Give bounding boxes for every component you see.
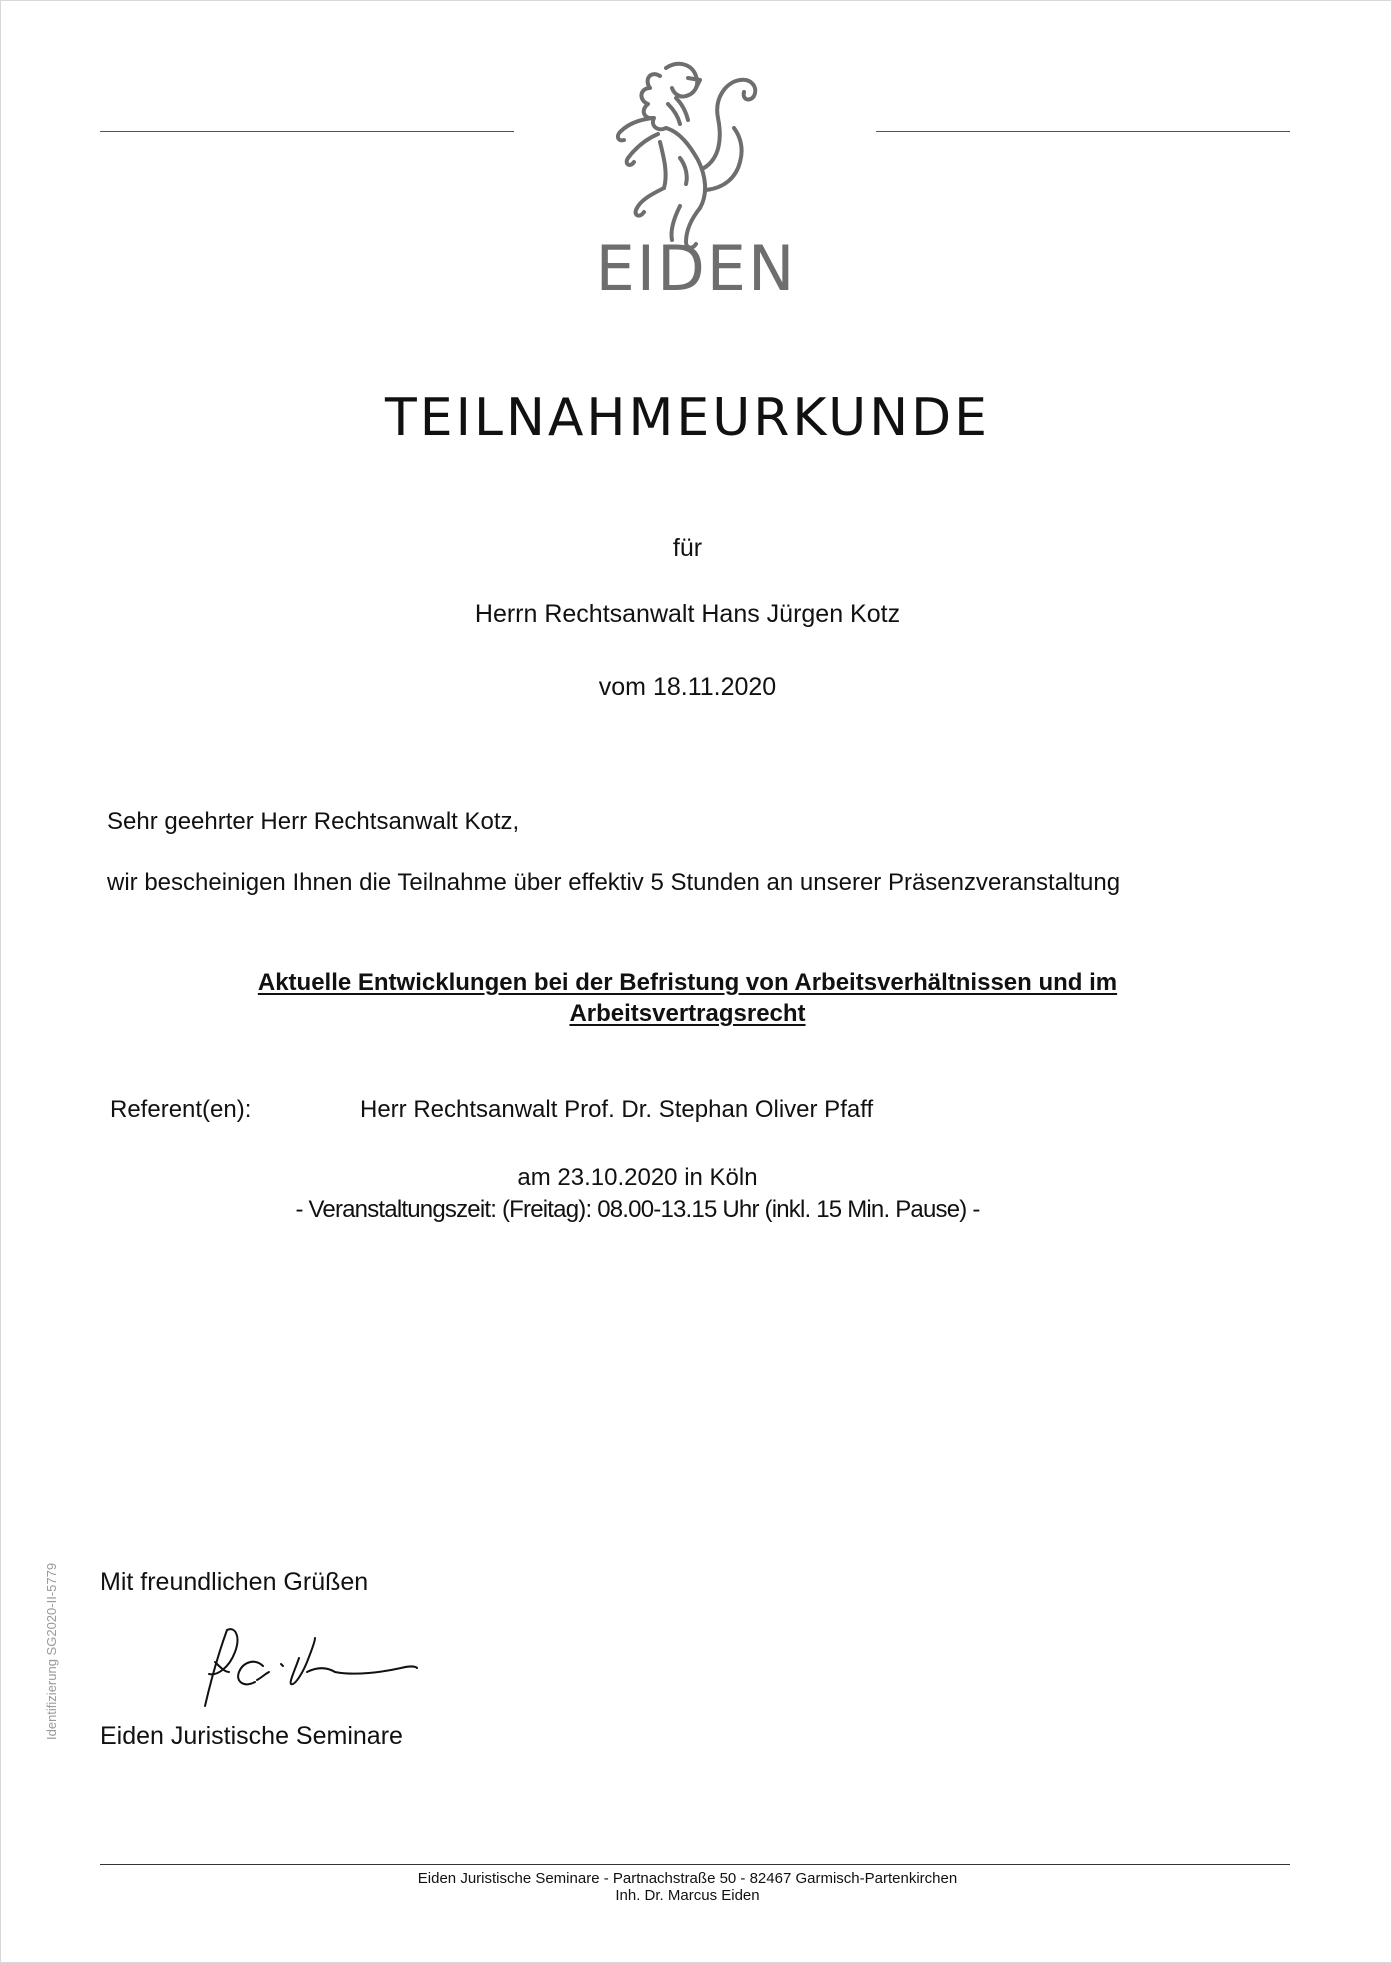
logo-brand-text: EIDEN bbox=[595, 232, 797, 305]
rampant-lion-icon bbox=[540, 58, 852, 308]
for-label: für bbox=[672, 534, 703, 562]
course-title bbox=[0, 967, 1375, 1029]
handwritten-signature bbox=[195, 1622, 420, 1714]
course-title-line2: Arbeitsvertragsrecht bbox=[569, 1000, 806, 1027]
footer-owner: Inh. Dr. Marcus Eiden bbox=[615, 1887, 760, 1904]
recipient-name: Herrn Rechtsanwalt Hans Jürgen Kotz bbox=[474, 600, 901, 628]
course-title-line1: Aktuelle Entwicklungen bei der Befristung von Arbeitsverhältnissen und im bbox=[257, 969, 1118, 996]
footer bbox=[0, 1870, 1375, 1904]
footer-address: Eiden Juristische Seminare - Partnachstraße 50 - 82467 Garmisch-Partenkirchen bbox=[417, 1870, 958, 1887]
header-rule-left bbox=[100, 131, 514, 132]
salutation: Sehr geehrter Herr Rechtsanwalt Kotz, bbox=[107, 808, 520, 835]
speaker-name: Herr Rechtsanwalt Prof. Dr. Stephan Oliver Pfaff bbox=[360, 1096, 874, 1123]
event-time: - Veranstaltungszeit: (Freitag): 08.00-13.15 Uhr (inkl. 15 Min. Pause) - bbox=[295, 1196, 980, 1223]
sender-name: Eiden Juristische Seminare bbox=[100, 1722, 403, 1750]
closing-greeting: Mit freundlichen Grüßen bbox=[100, 1568, 369, 1596]
header-rule-right bbox=[876, 131, 1290, 132]
speaker-label: Referent(en): bbox=[110, 1096, 252, 1123]
side-identifier: Identifizierung SG2020-II-5779 bbox=[44, 1562, 59, 1740]
event-date-place: am 23.10.2020 in Köln bbox=[517, 1164, 758, 1191]
eiden-logo bbox=[540, 58, 852, 308]
footer-rule bbox=[100, 1864, 1290, 1865]
attendance-statement: wir bescheinigen Ihnen die Teilnahme über effektiv 5 Stunden an unserer Präsenzveranstaltung bbox=[107, 869, 1121, 896]
certificate-date: vom 18.11.2020 bbox=[598, 673, 777, 701]
document-title: TEILNAHMEURKUNDE bbox=[385, 388, 990, 448]
